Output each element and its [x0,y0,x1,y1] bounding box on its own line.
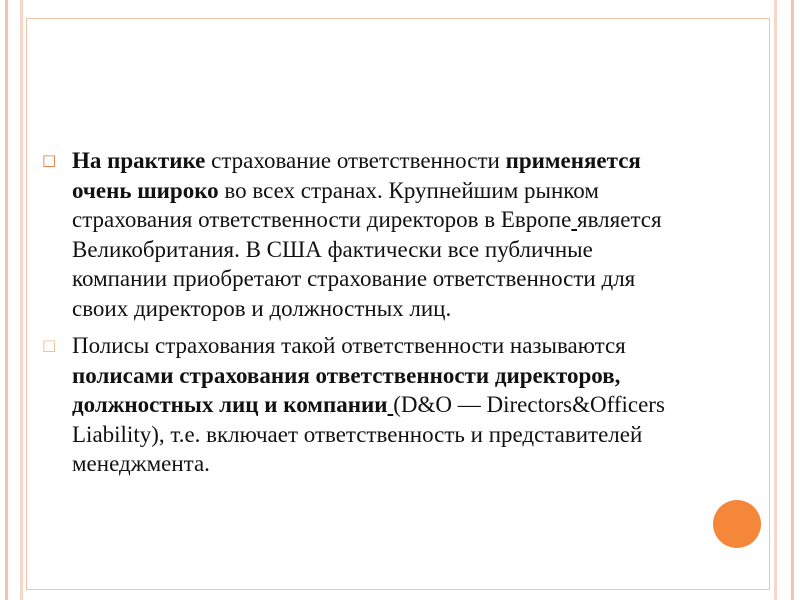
orange-circle-decoration [713,500,761,548]
text-segment: является Великобритания. В США фактически все публичные компании приобретают страхование ответственности для своих директоров и должностных лиц. [72,207,662,321]
orange-square-bullet-icon: □ [42,151,57,169]
bullet-text-1 [72,148,662,321]
text-segment: Полисы страхования такой ответственности называются [72,333,626,358]
text-segment: страхование ответственности [205,148,506,173]
bullet-list [42,146,682,487]
left-decor-stripe-inner [20,0,23,600]
text-segment: полисами страхования ответственности директоров, должностных лиц и компании [72,362,621,417]
text-segment: (D&O — Directors&Officers Liability), т.е. включает ответственность и представителей менеджмента. [72,392,665,476]
text-segment: На практике [72,148,206,173]
text-segment: применяется очень широко [72,148,641,203]
text-segment: во всех странах. Крупнейшим рынком страхования ответственности директоров в Европе [72,177,599,232]
left-decor-stripe-outer [5,0,8,600]
light-square-bullet-icon: □ [42,336,57,354]
right-decor-stripe-outer [791,0,794,600]
bullet-item-1 [42,146,682,323]
bullet-item-2 [42,331,682,479]
bullet-text-2 [72,333,665,476]
right-decor-stripe-inner [774,0,777,600]
